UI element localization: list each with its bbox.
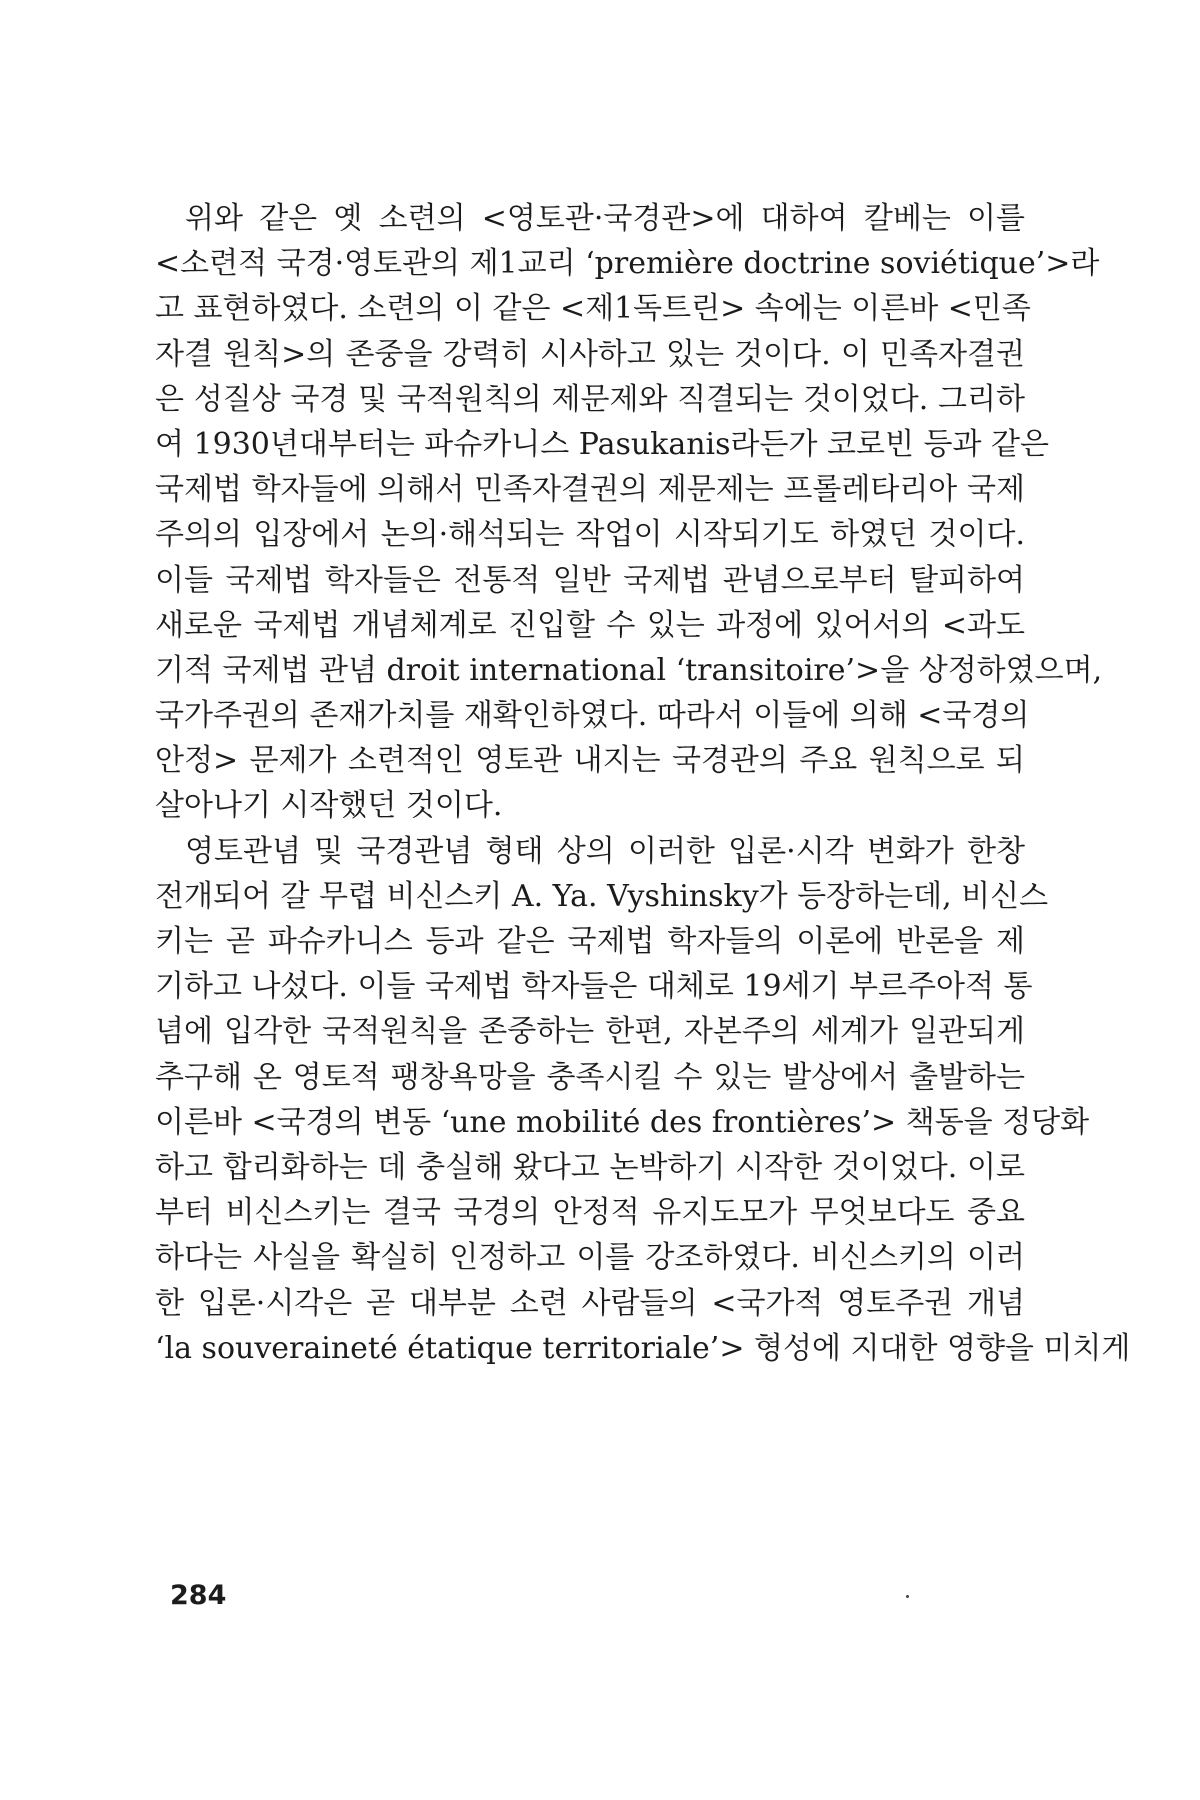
text-line: <소련적 국경·영토관의 제1교리 ‘première doctrine soviétique’>라 — [155, 246, 1100, 282]
paragraph-1 — [155, 196, 1103, 829]
text-line: ‘la souveraineté étatique territoriale’> 형성에 지대한 영향을 미치게 — [155, 1330, 1131, 1366]
text-line: 여 1930년대부터는 파슈카니스 Pasukanis라든가 코로빈 등과 같은 — [155, 426, 1049, 462]
text-line: 키는 곧 파슈카니스 등과 같은 국제법 학자들의 이론에 반론을 제 — [155, 924, 1025, 959]
text-line: 기하고 나섰다. 이들 국제법 학자들은 대체로 19세기 부르주아적 통 — [155, 969, 1033, 1005]
text-line: 영토관념 및 국경관념 형태 상의 이러한 입론·시각 변화가 한창 — [185, 833, 1025, 869]
text-line: 국제법 학자들에 의해서 민족자결권의 제문제는 프롤레타리아 국제 — [155, 472, 1025, 508]
text-line: 고 표현하였다. 소련의 이 같은 <제1독트린> 속에는 이른바 <민족 — [155, 291, 1031, 327]
text-line: 살아나기 시작했던 것이다. — [155, 788, 503, 824]
text-line: 전개되어 갈 무렵 비신스키 A. Ya. Vyshinsky가 등장하는데, 비신스 — [155, 878, 1049, 914]
text-line: 한 입론·시각은 곧 대부분 소련 사람들의 <국가적 영토주권 개념 — [155, 1285, 1025, 1321]
text-line: 기적 국제법 관념 droit international ‘transitoire’>을 상정하였으며, — [155, 652, 1103, 688]
text-line: 주의의 입장에서 논의·해석되는 작업이 시작되기도 하였던 것이다. — [155, 517, 1025, 553]
text-line: 은 성질상 국경 및 국적원칙의 제문제와 직결되는 것이었다. 그리하 — [155, 381, 1025, 417]
text-line: 하고 합리화하는 데 충실해 왔다고 논박하기 시작한 것이었다. 이로 — [155, 1149, 1025, 1185]
text-line: 자결 원칙>의 존중을 강력히 시사하고 있는 것이다. 이 민족자결권 — [155, 336, 1025, 372]
text-line: 위와 같은 옛 소련의 <영토관·국경관>에 대하여 칼베는 이를 — [185, 201, 1025, 236]
scan-speck — [906, 1595, 909, 1598]
text-line: 이들 국제법 학자들은 전통적 일반 국제법 관념으로부터 탈피하여 — [155, 562, 1025, 598]
text-line: 하다는 사실을 확실히 인정하고 이를 강조하였다. 비신스키의 이러 — [155, 1240, 1025, 1276]
text-line: 이른바 <국경의 변동 ‘une mobilité des frontières’> 책동을 정당화 — [155, 1104, 1090, 1140]
text-line: 새로운 국제법 개념체계로 진입할 수 있는 과정에 있어서의 <과도 — [155, 607, 1025, 643]
text-line: 국가주권의 존재가치를 재확인하였다. 따라서 이들에 의해 <국경의 — [155, 698, 1030, 734]
text-line: 안정> 문제가 소련적인 영토관 내지는 국경관의 주요 원칙으로 되 — [155, 743, 1025, 779]
text-line: 부터 비신스키는 결국 국경의 안정적 유지도모가 무엇보다도 중요 — [155, 1195, 1025, 1231]
text-line: 념에 입각한 국적원칙을 존중하는 한편, 자본주의 세계가 일관되게 — [155, 1014, 1025, 1050]
paragraph-2 — [155, 829, 1131, 1371]
text-line: 추구해 온 영토적 팽창욕망을 충족시킬 수 있는 발상에서 출발하는 — [155, 1059, 1025, 1095]
body-text — [155, 196, 1131, 1371]
page-number: 284 — [170, 1580, 227, 1611]
